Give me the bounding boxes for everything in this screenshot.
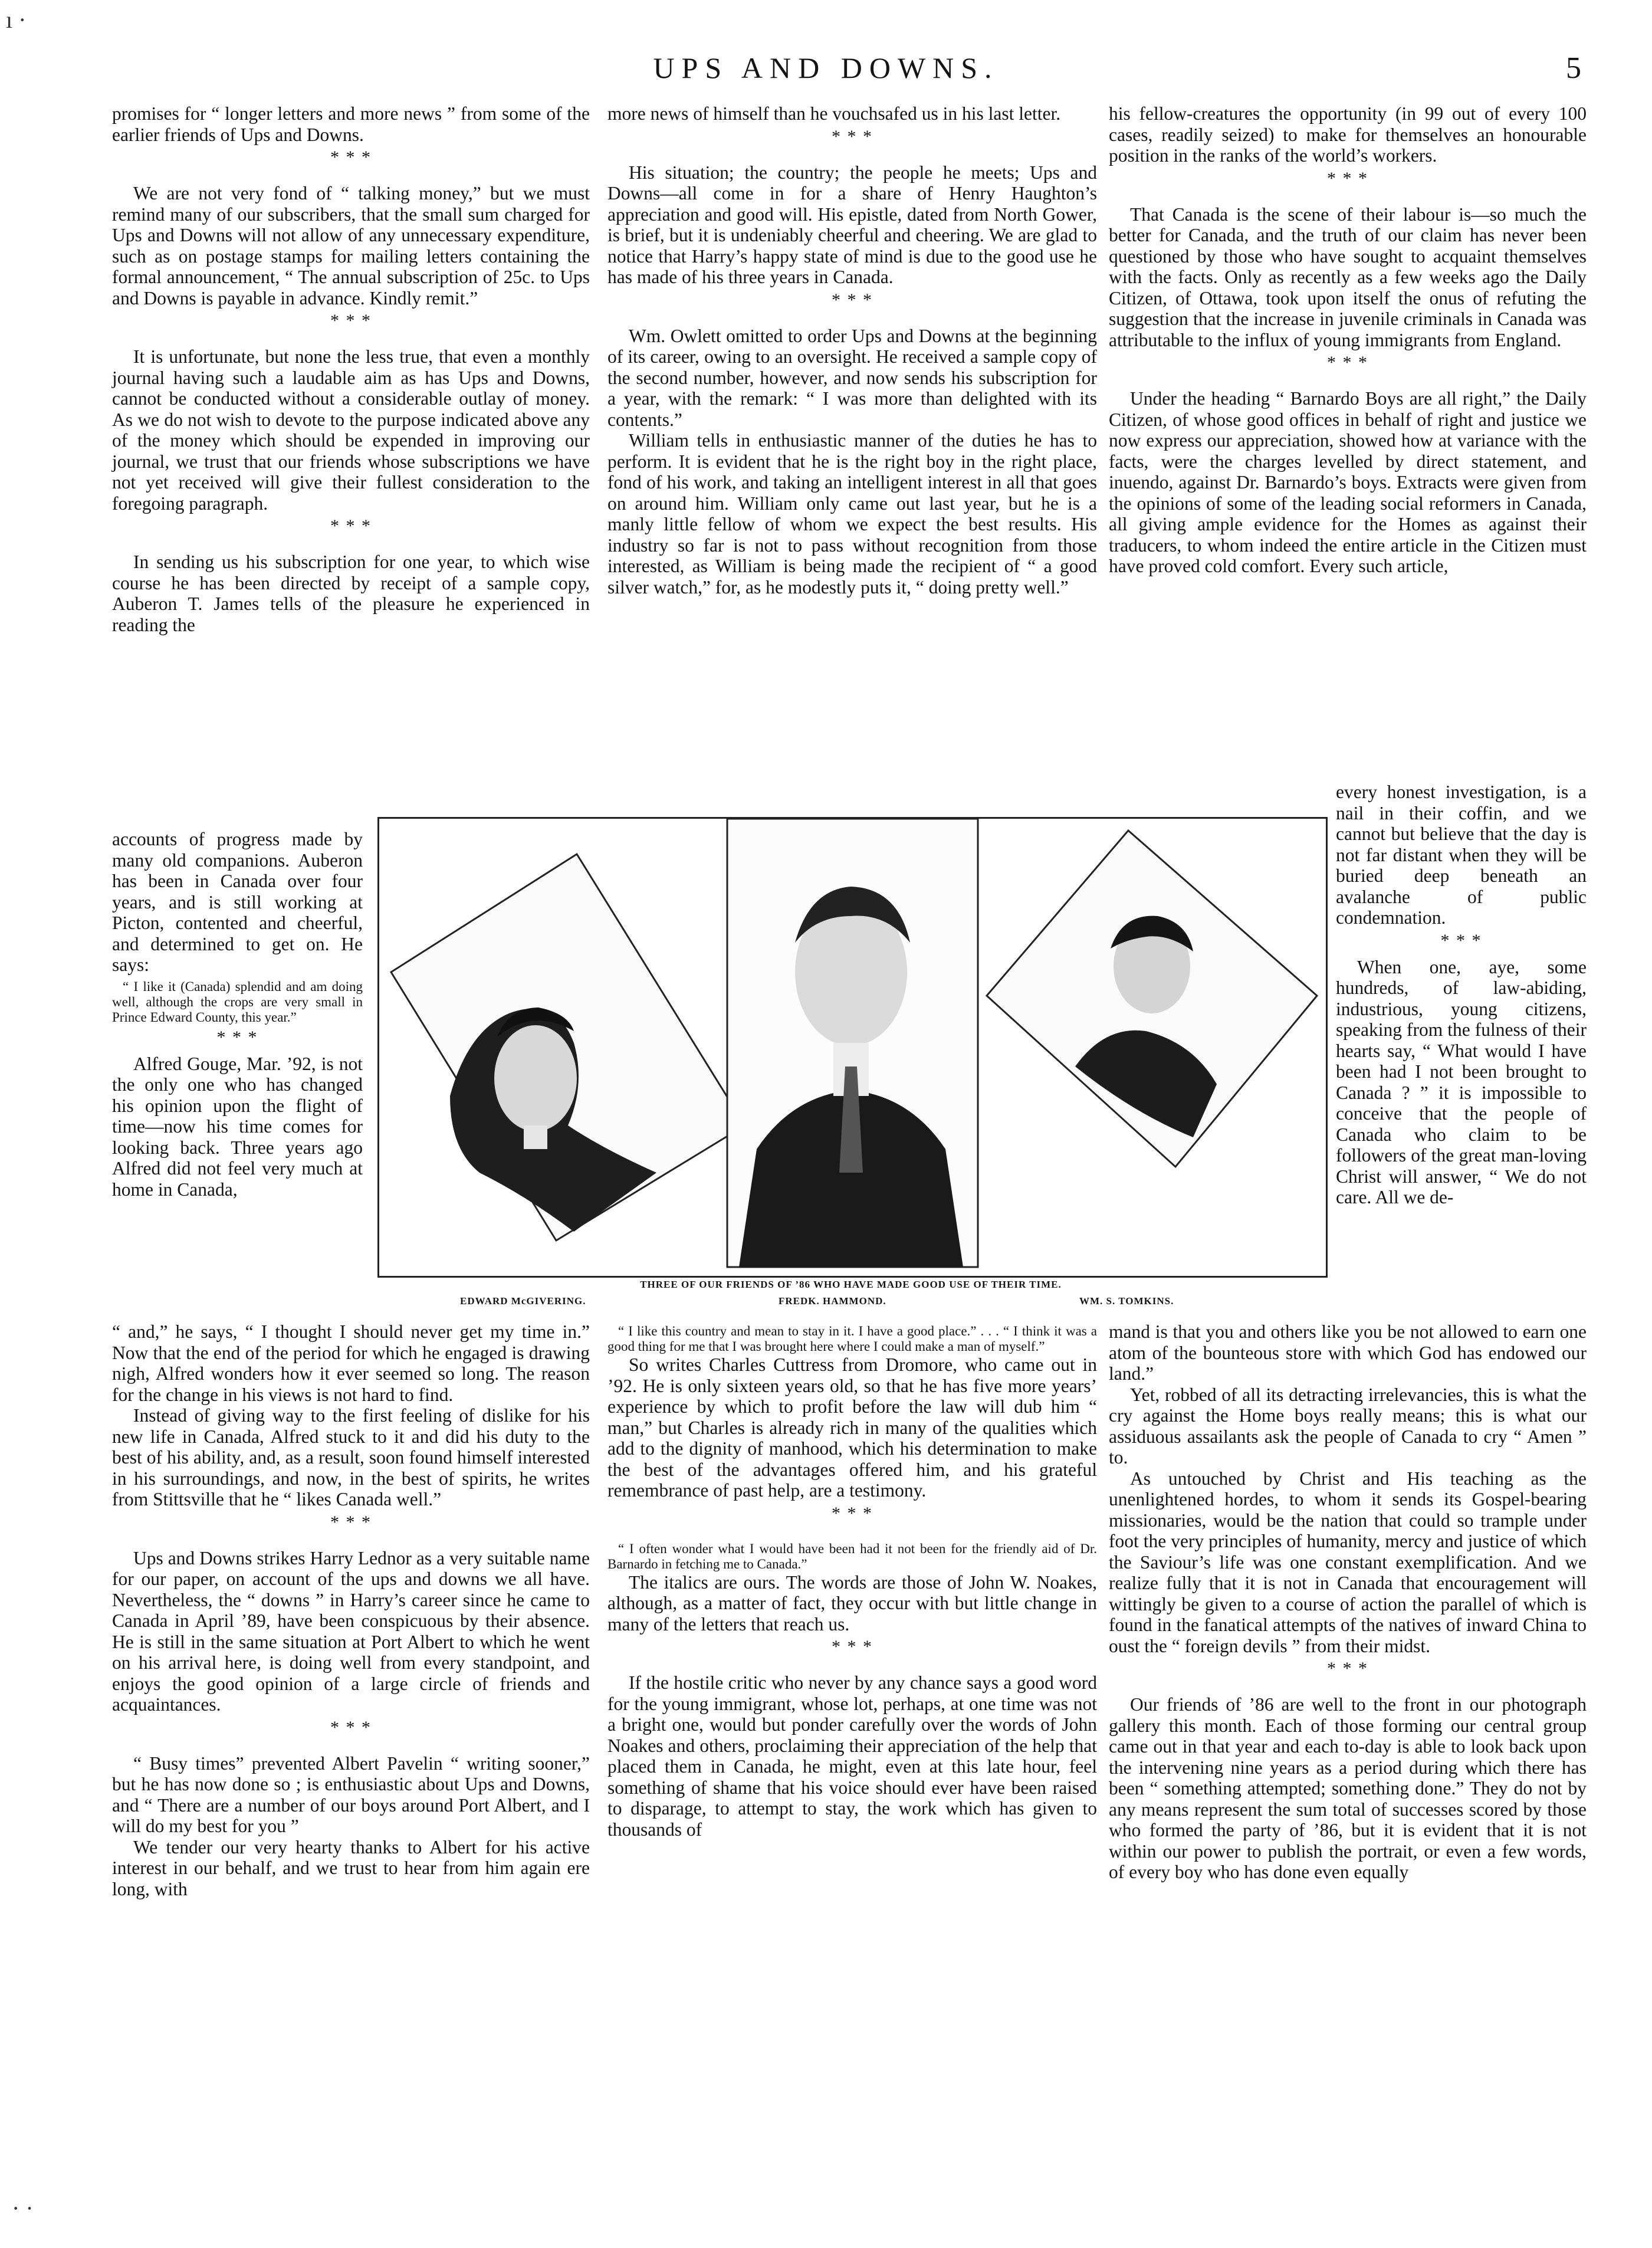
section-separator: * * * xyxy=(330,311,372,330)
section-separator: * * * xyxy=(832,290,873,310)
paragraph: That Canada is the scene of their labour is—so much the better for Canada, and the truth of our claim has never been questioned by those who have sought to acquaint themselves with the facts. Only as recently as a few weeks ago the Daily Citizen, of Ottawa, took upon itself the onus of refuting the suggestion that the increase in juvenile criminals in Canada was attributable to the influx of young immigrants from England. xyxy=(1109,204,1587,350)
section-separator: * * * xyxy=(832,126,873,146)
column-1-bottom xyxy=(112,1321,590,1899)
paragraph: We are not very fond of “ talking money,” but we must remind many of our subscribers, that the small sum charged for Ups and Downs will not allow of any unnecessary expenditure, such as on postage stamps for mailing letters containing the formal announcement, “ The annual subscription of 25c. to Ups and Downs is payable in advance. Kindly remit.” xyxy=(112,183,590,309)
paragraph: every honest investigation, is a nail in their coffin, and we cannot but believe that the day is not far distant when they will be buried deep beneath an avalanche of public condemnation. xyxy=(1336,782,1587,928)
page-number: 5 xyxy=(1566,51,1581,85)
portrait-right xyxy=(987,831,1317,1167)
section-separator: * * * xyxy=(1327,353,1368,372)
section-separator: * * * xyxy=(330,147,372,167)
column-1-wrap xyxy=(112,829,363,1200)
section-separator: * * * xyxy=(216,1027,258,1047)
letter-quote: “ I often wonder what I would have been had it not been for the friendly aid of Dr. Barnardo in fetching me to Canada.” xyxy=(607,1541,1097,1571)
paragraph: In sending us his subscription for one year, to which wise course he has been directed by receipt of a sample copy, Auberon T. James tells of the pleasure he experienced in reading the xyxy=(112,552,590,635)
portrait-illustration xyxy=(379,819,1326,1276)
paragraph: more news of himself than he vouchsafed us in his last letter. xyxy=(607,103,1061,124)
column-2-bottom xyxy=(607,1321,1097,1840)
column-3-bottom xyxy=(1109,1321,1587,1883)
column-3-wrap xyxy=(1336,782,1587,1208)
paragraph: Yet, robbed of all its detracting irrelevancies, this is what the cry against the Home boys really means; this is what our assiduous assailants ask the people of Canada to cry “ Amen ” to. xyxy=(1109,1384,1587,1468)
paragraph: The italics are ours. The words are those of John W. Noakes, although, as a matter of fact, they occur with but little change in many of the letters that reach us. xyxy=(607,1571,1097,1635)
paragraph: If the hostile critic who never by any chance says a good word for the young immigrant, whose lot, perhaps, at one time was not a bright one, would but ponder carefully over the words of John Noakes and others, proclaiming their appreciation of the help that placed them in Canada, he might, even at this late hour, feel something of shame that his voice should ever have been raised to disparage, to attempt to stay, the work which has given to thousands of xyxy=(607,1672,1097,1840)
margin-mark: · · xyxy=(12,2195,34,2221)
figure-caption: THREE OF OUR FRIENDS OF ’86 WHO HAVE MADE GOOD USE OF THEIR TIME. xyxy=(640,1279,1062,1290)
portrait-name-center: FREDK. HAMMOND. xyxy=(779,1295,886,1307)
paragraph: When one, aye, some hundreds, of law-abiding, industrious, young citizens, speaking from the fulness of their hearts say, “ What would I have been had I not been brought to Canada ? ” it is impossible to conceive that the people of Canada who claim to be followers of the great man-loving Christ will answer, “ We do not care. All we de- xyxy=(1336,956,1587,1207)
paragraph: As untouched by Christ and His teaching as the unenlightened hordes, to whom it sends its Gospel-bearing missionaries, would be the nation that could so trample under foot the very principles of humanity, mercy and justice of which the Saviour’s life was one constant exemplification. And we realize fully that it is not in Canada that encouragement will wittingly be given to a course of action the parallel of which is found in the fanatical attempts of the natives of inward China to oust the “ foreign devils ” from their midst. xyxy=(1109,1468,1587,1656)
paragraph: “ and,” he says, “ I thought I should never get my time in.” Now that the end of the period for which he engaged is drawing nigh, Alfred wonders how it ever seemed so long. The reason for the change in his views is not hard to find. xyxy=(112,1321,590,1405)
margin-mark: ı · xyxy=(6,6,27,33)
section-separator: * * * xyxy=(330,516,372,536)
paragraph: William tells in enthusiastic manner of the duties he has to perform. It is evident that he is the right boy in the right place, fond of his work, and taking an intelligent interest in all that goes on around him. William only came out last year, but he is a manly little fellow of whom we expect the best results. His industry so far is not to pass without recognition from those interested, as William is being made the recipient of “ a good silver watch,” for, as he modestly puts it, “ doing pretty well.” xyxy=(607,430,1097,598)
paragraph: It is unfortunate, but none the less true, that even a monthly journal having such a laudable aim as has Ups and Downs, cannot be conducted without a considerable outlay of money. As we do not wish to devote to the purpose indicated above any of the money which should be expended in improving our journal, we trust that our friends whose subscriptions we have not yet received will give their fullest consideration to the foregoing paragraph. xyxy=(112,346,590,514)
paragraph: “ Busy times” prevented Albert Pavelin “ writing sooner,” but he has now done so ; is enthusiastic about Ups and Downs, and “ There are a number of our boys around Port Albert, and I will do my best for you ” xyxy=(112,1753,590,1836)
portrait-left xyxy=(391,854,745,1240)
paragraph: We tender our very hearty thanks to Albert for his active interest in our behalf, and we trust to hear from him again ere long, with xyxy=(112,1836,590,1899)
column-3-top xyxy=(1109,103,1587,577)
paragraph: accounts of progress made by many old companions. Auberon has been in Canada over four years, and is still working at Picton, contented and cheerful, and determined to get on. He says: xyxy=(112,829,363,975)
paragraph: mand is that you and others like you be not allowed to earn one atom of the bounteous store with which God has endowed our land.” xyxy=(1109,1321,1587,1384)
portrait-center xyxy=(727,819,978,1267)
letter-quote: “ I like this country and mean to stay in it. I have a good place.” . . . “ I think it was a good thing for me that I was brought here where I could make a man of myself.” xyxy=(607,1324,1097,1354)
paragraph: promises for “ longer letters and more news ” from some of the earlier friends of Ups and Downs. xyxy=(112,103,590,145)
column-1-top xyxy=(112,103,590,635)
section-separator: * * * xyxy=(1327,168,1368,188)
paragraph: So writes Charles Cuttress from Dromore, who came out in ’92. He is only sixteen years old, so that he has five more years’ experience by which to profit before the law will dub him “ man,” but Charles is already rich in many of the qualities which add to the dignity of manhood, which his determination to make the best of the advantages offered him, and his grateful remembrance of past help, are a testimony. xyxy=(607,1354,1097,1501)
paragraph: Alfred Gouge, Mar. ’92, is not the only one who has changed his opinion upon the flight of time—now his time comes for looking back. Three years ago Alfred did not feel very much at home in Canada, xyxy=(112,1053,363,1200)
letter-quote: “ I like it (Canada) splendid and am doing well, although the crops are very small in Prince Edward County, this year.” xyxy=(112,979,363,1025)
paragraph: Wm. Owlett omitted to order Ups and Downs at the beginning of its career, owing to an oversight. He received a sample copy of the second number, however, and now sends his subscription for a year, with the remark: “ I was more than delighted with its contents.” xyxy=(607,325,1097,430)
portrait-name-left: EDWARD McGIVERING. xyxy=(460,1295,586,1307)
section-separator: * * * xyxy=(832,1503,873,1523)
paragraph: Instead of giving way to the first feeling of dislike for his new life in Canada, Alfred stuck to it and did his duty to the best of his ability, and, as a result, soon found himself interested in his surroundings, and now, in the best of spirits, he writes from Stittsville that he “ likes Canada well.” xyxy=(112,1405,590,1509)
section-separator: * * * xyxy=(1440,930,1482,950)
portrait-group xyxy=(377,817,1328,1278)
section-separator: * * * xyxy=(832,1637,873,1656)
section-separator: * * * xyxy=(330,1512,372,1532)
running-title: UPS AND DOWNS. xyxy=(653,51,999,84)
page-header xyxy=(0,51,1652,92)
column-2-top xyxy=(607,103,1097,598)
section-separator: * * * xyxy=(330,1717,372,1737)
paragraph: Under the heading “ Barnardo Boys are all right,” the Daily Citizen, of whose good offices in behalf of right and justice we now express our appreciation, showed how at variance with the facts, were the charges levelled by direct statement, and inuendo, against Dr. Barnardo’s boys. Extracts were given from the opinions of some of the leading social reformers in Canada, all giving ample evidence for the Homes as against their traducers, to whom indeed the entire article in the Citizen must have proved cold comfort. Every such article, xyxy=(1109,388,1587,576)
paragraph: His situation; the country; the people he meets; Ups and Downs—all come in for a share of Henry Haughton’s appreciation and good will. His epistle, dated from North Gower, is brief, but it is undeniably cheerful and cheering. We are glad to notice that Harry’s happy state of mind is due to the good use he has made of his three years in Canada. xyxy=(607,162,1097,287)
portrait-name-right: WM. S. TOMKINS. xyxy=(1079,1295,1174,1307)
paragraph: Ups and Downs strikes Harry Lednor as a very suitable name for our paper, on account of the ups and downs we all have. Nevertheless, the “ downs ” in Harry’s career since he came to Canada in April ’89, have been conspicuous by their absence. He is still in the same situation at Port Albert to which he went on his arrival here, is doing well from every standpoint, and enjoys the good opinion of a large circle of friends and acquaintances. xyxy=(112,1547,590,1715)
section-separator: * * * xyxy=(1327,1659,1368,1678)
paragraph: his fellow-creatures the opportunity (in 99 out of every 100 cases, readily seized) to make for themselves an honourable position in the ranks of the world’s workers. xyxy=(1109,103,1587,166)
paragraph: Our friends of ’86 are well to the front in our photograph gallery this month. Each of those forming our central group came out in that year and each to-day is able to look back upon the intervening nine years as a period during which there has been “ something attempted; something done.” They do not by any means represent the sum total of successes scored by those who formed the party of ’86, but it is evident that it is not within our power to publish the portrait, or even a few words, of every boy who has done even equally xyxy=(1109,1694,1587,1882)
